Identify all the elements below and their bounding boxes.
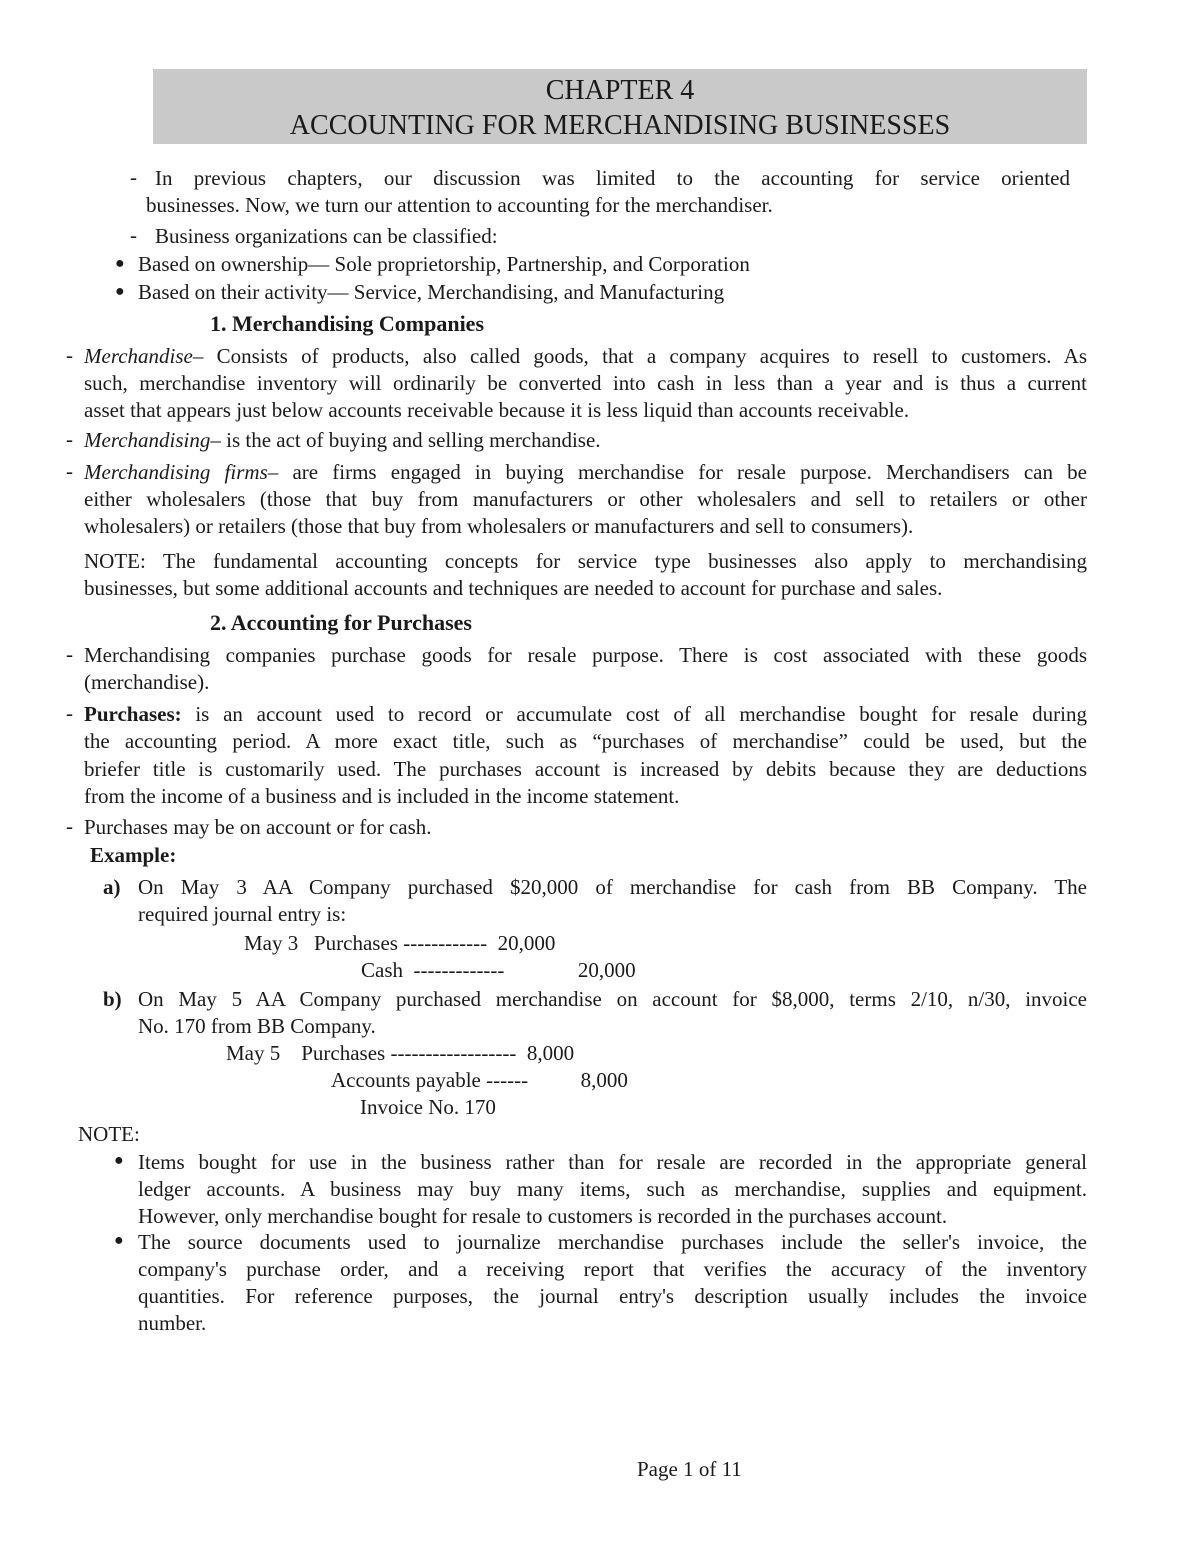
term: Purchases: xyxy=(84,702,182,726)
example-label: Example: xyxy=(90,843,177,867)
section-heading: 2. Accounting for Purchases xyxy=(210,610,472,635)
note-text: Items bought for use in the business rather than for resale are recorded in the appropriate general xyxy=(138,1150,1087,1174)
body-text: the accounting period. A more exact title, such as “purchases of merchandise” could be used, but the xyxy=(84,729,1087,753)
note-text: number. xyxy=(138,1311,207,1335)
note-label: NOTE: xyxy=(78,1122,140,1146)
body-text: from the income of a business and is included in the income statement. xyxy=(84,784,680,808)
definition-text: asset that appears just below accounts receivable because it is less liquid than accounts receivable. xyxy=(84,398,910,422)
example-text: required journal entry is: xyxy=(138,902,347,926)
intro-text: In previous chapters, our discussion was limited to the accounting for service oriented xyxy=(155,166,1070,190)
definition-text: either wholesalers (those that buy from manufacturers or other wholesalers and sell to retailers or other xyxy=(84,487,1087,511)
example-text: No. 170 from BB Company. xyxy=(138,1014,376,1038)
body-text: Merchandising companies purchase goods for resale purpose. There is cost associated with these goods xyxy=(84,643,1087,667)
example-text: On May 3 AA Company purchased $20,000 of merchandise for cash from BB Company. The xyxy=(138,875,1087,899)
note-text: businesses, but some additional accounts and techniques are needed to account for purchase and sales. xyxy=(84,576,943,600)
journal-entry: May 5 Purchases ------------------ 8,000 xyxy=(226,1041,575,1065)
definition-text: Merchandising– is the act of buying and selling merchandise. xyxy=(84,428,601,452)
dash-marker: - xyxy=(130,223,137,247)
journal-entry: Cash ------------- 20,000 xyxy=(361,958,636,982)
note-text: The source documents used to journalize merchandise purchases include the seller's invoice, the xyxy=(138,1230,1087,1254)
note-text: However, only merchandise bought for resale to customers is recorded in the purchases account. xyxy=(138,1204,948,1228)
definition-text: wholesalers) or retailers (those that buy from wholesalers or manufacturers and sell to consumers). xyxy=(84,514,914,538)
bullet-icon: ● xyxy=(114,1152,124,1169)
dash-marker: - xyxy=(66,814,73,838)
bullet-icon: ● xyxy=(114,1232,124,1249)
example-text: On May 5 AA Company purchased merchandise on account for $8,000, terms 2/10, n/30, invoice xyxy=(138,987,1087,1011)
chapter-number: CHAPTER 4 xyxy=(545,75,695,106)
bullet-icon: ● xyxy=(115,255,125,272)
term: Merchandising xyxy=(84,428,211,452)
list-label: a) xyxy=(103,875,121,899)
dash-marker: - xyxy=(66,642,73,666)
note-text: company's purchase order, and a receiving report that verifies the accuracy of the inventory xyxy=(138,1257,1087,1281)
page-number: Page 1 of 11 xyxy=(637,1457,742,1481)
definition-text: Merchandising firms– are firms engaged in buying merchandise for resale purpose. Merchandisers can be xyxy=(84,460,1087,484)
journal-entry: Accounts payable ------ 8,000 xyxy=(331,1068,628,1092)
chapter-header xyxy=(153,69,1087,144)
note-text: NOTE: The fundamental accounting concepts for service type businesses also apply to merchandising xyxy=(84,549,1087,573)
body-text: Purchases: is an account used to record or accumulate cost of all merchandise bought for resale during xyxy=(84,702,1087,726)
dash-marker: - xyxy=(130,165,137,189)
body-text: (merchandise). xyxy=(84,670,210,694)
intro-text: Business organizations can be classified: xyxy=(155,224,498,248)
chapter-title: ACCOUNTING FOR MERCHANDISING BUSINESSES xyxy=(289,110,951,141)
note-text: ledger accounts. A business may buy many items, such as merchandise, supplies and equipment. xyxy=(138,1177,1087,1201)
term: Merchandising firms xyxy=(84,460,268,484)
dash-marker: - xyxy=(66,701,73,725)
list-label: b) xyxy=(103,987,122,1011)
journal-entry: May 3 Purchases ------------ 20,000 xyxy=(244,931,556,955)
body-text: Purchases may be on account or for cash. xyxy=(84,815,432,839)
dash-marker: - xyxy=(66,459,73,483)
definition-text: Merchandise– Consists of products, also called goods, that a company acquires to resell to customers. As xyxy=(84,344,1087,368)
intro-bullet: Based on their activity— Service, Merchandising, and Manufacturing xyxy=(138,280,725,304)
note-text: quantities. For reference purposes, the journal entry's description usually includes the invoice xyxy=(138,1284,1087,1308)
definition-text: such, merchandise inventory will ordinarily be converted into cash in less than a year and is thus a current xyxy=(84,371,1087,395)
bullet-icon: ● xyxy=(115,283,125,300)
term: Merchandise xyxy=(84,344,193,368)
intro-text: businesses. Now, we turn our attention to accounting for the merchandiser. xyxy=(146,193,773,217)
intro-bullet: Based on ownership— Sole proprietorship, Partnership, and Corporation xyxy=(138,252,750,276)
journal-entry: Invoice No. 170 xyxy=(360,1095,496,1119)
dash-marker: - xyxy=(66,427,73,451)
dash-marker: - xyxy=(66,343,73,367)
section-heading: 1. Merchandising Companies xyxy=(210,311,485,336)
body-text: briefer title is customarily used. The purchases account is increased by debits because they are deductions xyxy=(84,757,1087,781)
